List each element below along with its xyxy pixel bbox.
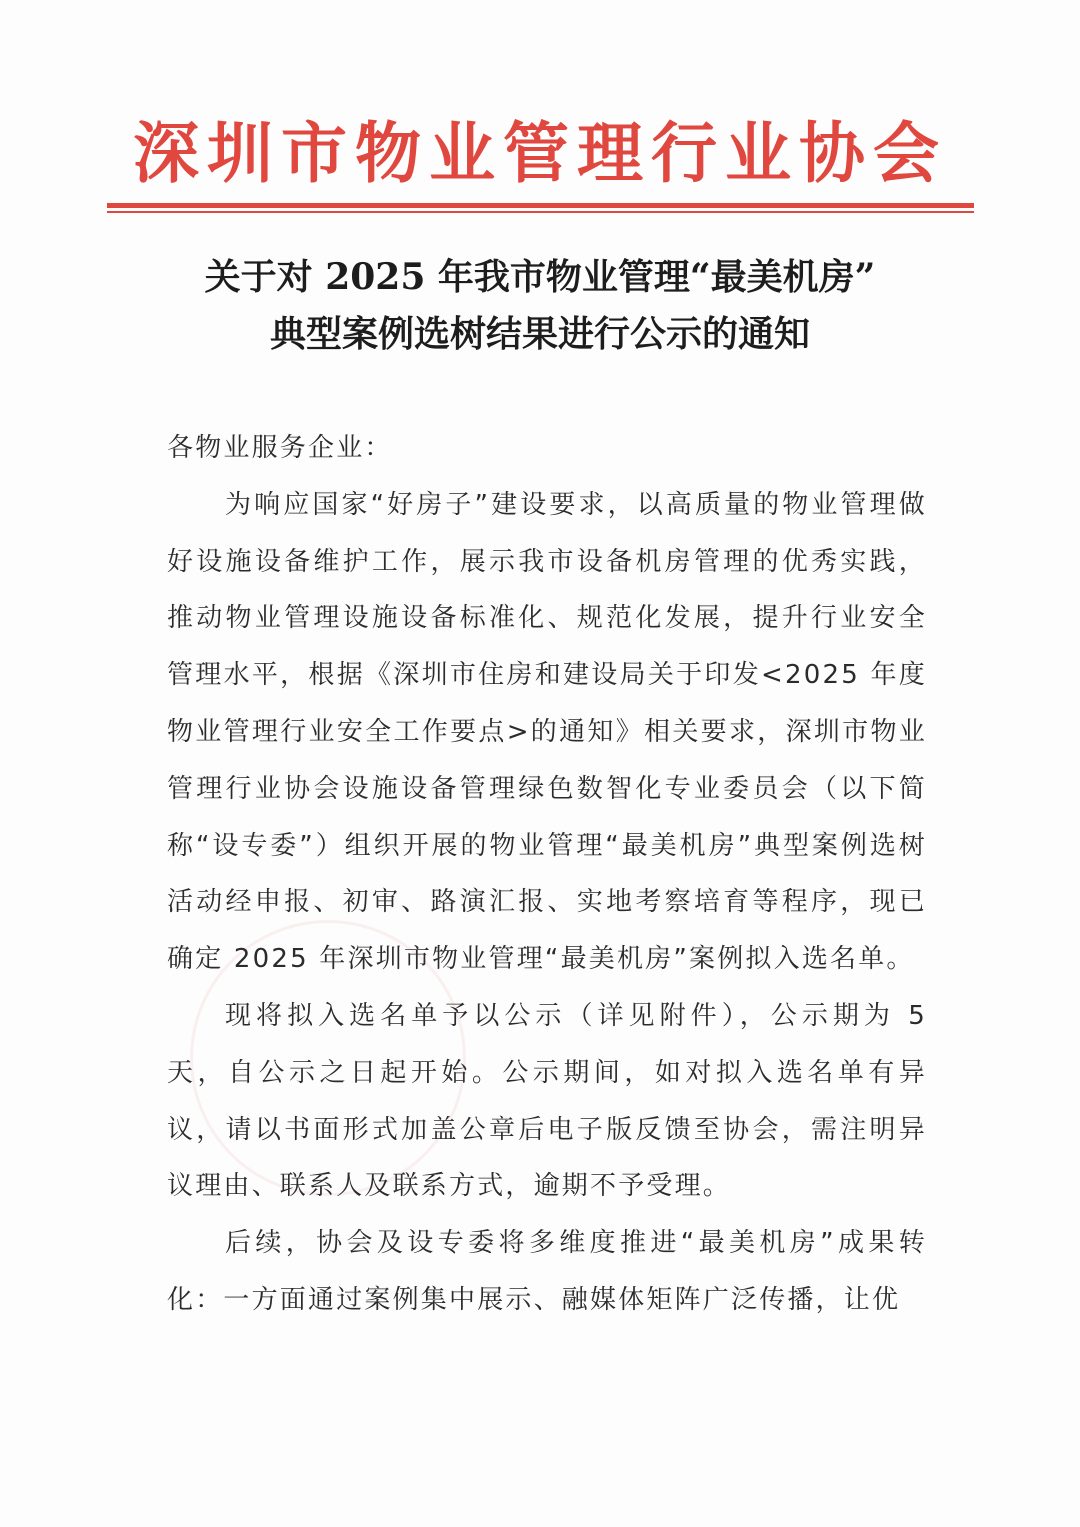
notice-title-line-1: 关于对 2025 年我市物业管理“最美机房” (204, 256, 876, 298)
notice-title-line-2: 典型案例选树结果进行公示的通知 (269, 313, 810, 355)
letterhead-rule-thin (107, 211, 974, 213)
paragraph-1: 为响应国家“好房子”建设要求，以高质量的物业管理做好设施设备维护工作，展示我市设备机房管理的优秀实践，推动物业管理设施设备标准化、规范化发展，提升行业安全管理水平，根据《深圳市住房和建设局关于印发<2025 年度物业管理行业安全工作要点>的通知》相关要求，深圳市物业管理行业协会设施设备管理绿色数智化专业委员会（以下简称“设专委”）组织开展的物业管理“最美机房”典型案例选树活动经申报、初审、路演汇报、实地考察培育等程序，现已确定 2025 年深圳市物业管理“最美机房”案例拟入选名单。 (167, 489, 927, 975)
letterhead-rule-thick (107, 203, 974, 208)
salutation: 各物业服务企业： (167, 433, 393, 463)
paragraph-2: 现将拟入选名单予以公示（详见附件），公示期为 5 天，自公示之日起开始。公示期间，如对拟入选名单有异议，请以书面形式加盖公章后电子版反馈至协会，需注明异议理由、联系人及联系方式，逾期不予受理。 (167, 1000, 927, 1202)
paragraph-3: 后续，协会及设专委将多维度推进“最美机房”成果转化：一方面通过案例集中展示、融媒体矩阵广泛传播，让优 (167, 1228, 927, 1315)
notice-body (167, 420, 927, 1329)
letterhead-organization: 深圳市物业管理行业协会 (133, 114, 947, 192)
